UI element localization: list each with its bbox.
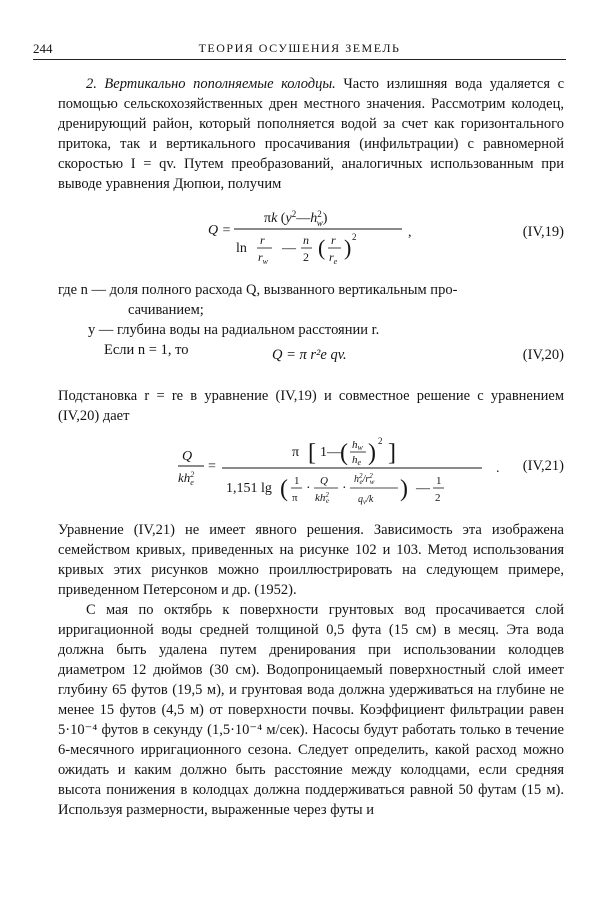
svg-text:kh2e: $kh^2$ e [315, 491, 329, 505]
svg-text:1: 1 [294, 475, 300, 487]
svg-text:=: = [208, 459, 216, 474]
svg-text:2: 2 [303, 250, 309, 264]
svg-text:h2e/r2w: $h^2$ $e/r^2$ w [354, 472, 375, 486]
svg-text:kh2e: $kh^2$ e [178, 470, 195, 487]
intro-text: Часто излишняя вода удаляется с помощью сельскохозяйственных дрен местного значения. Рассмотрим колодец, дренирующий район, который пополняется водой за счет как горизонтального притока, так и вертикального просачивания (инфильтрации) с равномерной скоростью I = qv. Путем преобразований, аналогичных использованным при выводе уравнения Дюпюи, получим [58, 76, 565, 192]
example-paragraph: С мая по октябрь к поверхности грунтовых вод просачивается слой ирригационной воды средней толщиной 0,5 фута (15 см) в месяц. Эта вода должна быть удалена путем дренирования при использовании колодцев диаметром 12 дюймов (30 см). Водопроницаемый поверхностный слой имеет глубину 65 футов (19,5 м), и грунтовая вода должна удерживаться на глубине не менее 15 футов (4,5 м) от поверхности почвы. Коэффициент фильтрации равен 5·10⁻⁴ футов в секунду (1,5·10⁻⁴ м/сек). Насосы будут работать только в течение 6-месячного ирригационного сезона. Следует определить, какой расход можно ожидать и каким должно быть расстояние между колодцами, если средняя высота понижения в колодцах должна поддерживаться равной 50 футам (15 м). Используя размерности, выраженные через футы и [58, 602, 564, 818]
equation-iv-21-graphic [58, 432, 564, 512]
svg-text:rw: $r_w$ [258, 250, 269, 266]
svg-text:2: 2 [378, 436, 383, 446]
eq19-tail: , [408, 225, 412, 240]
svg-text:(: ( [280, 476, 288, 502]
svg-text:—: — [282, 241, 296, 256]
svg-text:·: · [306, 481, 311, 496]
equation-iv-20 [58, 344, 564, 374]
svg-text:): ) [344, 235, 352, 260]
running-title: ТЕОРИЯ ОСУШЕНИЯ ЗЕМЕЛЬ [198, 41, 401, 55]
eq19-label: (IV,19) [522, 224, 564, 240]
def-n-line1: где n — доля полного расхода Q, вызванного вертикальным про- [58, 282, 458, 298]
svg-text:(: ( [340, 440, 348, 466]
svg-text:π: π [292, 492, 298, 504]
equation-iv-21 [58, 432, 564, 512]
eq21-lhs: Q [182, 449, 193, 464]
svg-text:): ) [400, 476, 408, 502]
eq21-label: (IV,21) [522, 458, 564, 474]
eq21-denominator: 1,151 lg [226, 481, 272, 496]
substitution-block [58, 386, 564, 426]
svg-text:n: n [303, 233, 309, 247]
def-n-line2: сачиванием; [128, 302, 204, 318]
intro-paragraph [58, 74, 564, 194]
svg-text:r: r [260, 233, 265, 247]
svg-text:2: 2 [352, 232, 357, 242]
eq19-lhs: Q = [208, 223, 232, 238]
no-solution-paragraph: Уравнение (IV,21) не имеет явного решения. Зависимость эта изображена семейством кривых, приведенных на рисунке 102 и 103. Метод использования кривых этих рисунков можно проиллюстрировать на следующем примере, приведенном Петерсоном и др. (1952). [58, 522, 564, 598]
svg-text:1—: 1— [320, 445, 341, 460]
section-intro [58, 74, 564, 194]
eq21-tail: . [496, 461, 500, 476]
page-number: 244 [33, 41, 53, 56]
def-y: y — глубина воды на радиальном расстоянии r. [88, 322, 380, 338]
svg-text:Q: Q [320, 475, 328, 487]
svg-text:]: ] [388, 440, 396, 466]
svg-text:(: ( [318, 235, 326, 260]
svg-text:2: 2 [435, 492, 441, 504]
section-title: 2. Вертикально пополняемые колодцы. [86, 76, 336, 92]
svg-text:1: 1 [436, 475, 442, 487]
equation-iv-19-graphic [58, 200, 564, 280]
eq21-numerator: π [292, 445, 300, 460]
eq20-label: (IV,20) [522, 347, 564, 363]
eq20-text: Q = π r²e qv. [272, 347, 347, 363]
svg-text:hw: hw [352, 439, 363, 452]
def-if: Если n = 1, то [104, 342, 189, 358]
running-header [33, 41, 566, 60]
svg-text:): ) [368, 440, 376, 466]
svg-text:·: · [342, 481, 347, 496]
svg-text:[: [ [308, 440, 316, 466]
svg-text:qv/k: $q_v/k$ [358, 494, 374, 506]
svg-text:he: he [352, 454, 362, 467]
equation-iv-19 [58, 200, 564, 270]
eq19-numerator: πk ($y^2—h^2$ w) [264, 209, 328, 228]
eq19-denominator: ln [236, 241, 247, 256]
svg-text:r: r [331, 233, 336, 247]
svg-text:—: — [416, 481, 430, 496]
substitution-paragraph: Подстановка r = re в уравнение (IV,19) и совместное решение с уравнением (IV,20) дает [58, 388, 564, 424]
discussion-block [58, 520, 564, 820]
svg-text:re: $r_e$ [329, 250, 338, 266]
